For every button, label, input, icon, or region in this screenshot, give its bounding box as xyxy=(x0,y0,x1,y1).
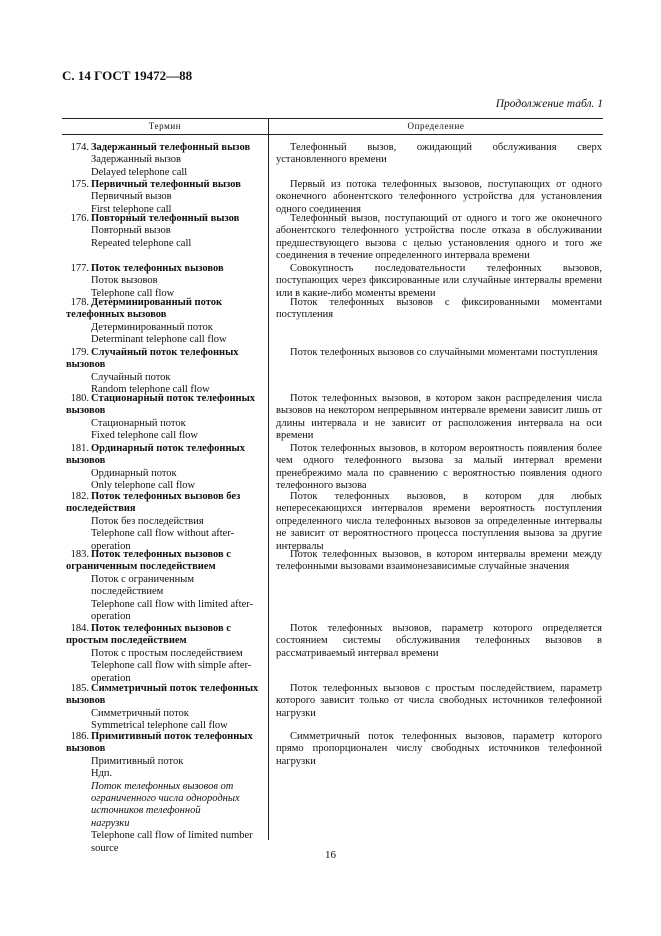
definition-182: Поток телефонных вызовов, в котором для любых непересекающихся интервалов времени вероятность поступления определенного числа телефонных вызовов за определенные интервалы не зависит от вероятностного процесса поступления вызова за другие интервалы xyxy=(276,491,602,552)
definition-181: Поток телефонных вызовов, в котором вероятность появления более чем одного телефонного вызова за малый интервал времени пренебрежимо мала по сравнению с вероятностью появления одного телефонного вызова xyxy=(276,443,602,492)
term-183: 183. Поток телефонных вызовов с ограниченным последействием Поток с ограниченным последействием Telephone call flow with limited after-operation xyxy=(66,549,254,623)
table-header-rule xyxy=(62,134,603,135)
deprecated-term: Ндп.Поток телефонных вызовов от ограниченного числа однородных источников телефонной нагрузки xyxy=(91,768,240,829)
definition-174: Телефонный вызов, ожидающий обслуживания сверх установленного времени xyxy=(276,142,602,166)
column-header-term: Термин xyxy=(148,121,182,131)
document-header: С. 14 ГОСТ 19472—88 xyxy=(62,68,193,83)
definition-176: Телефонный вызов, поступающий от одного и того же оконечного абонентского телефонного устройства после отказа в обслуживании предшествующего вызова с целью установления одного и того же соединения в течение определенного интервала времени xyxy=(276,213,602,262)
term-177: 177. Поток телефонных вызовов Поток вызовов Telephone call flow xyxy=(70,263,224,299)
table-continuation-label: Продолжение табл. 1 xyxy=(495,98,603,110)
term-185: 185. Симметричный поток телефонных вызовов Симметричный поток Symmetrical telephone call flow xyxy=(66,683,259,732)
page-number: 16 xyxy=(325,849,336,861)
term-182: 182. Поток телефонных вызовов без последействия Поток без последействия Telephone call flow without after-operation xyxy=(66,491,241,552)
term-176: 176. Повторный телефонный вызов Повторный вызов Repeated telephone call xyxy=(70,213,240,249)
term-175: 175. Первичный телефонный вызов Первичный вызов First telephone call xyxy=(70,179,241,215)
definition-184: Поток телефонных вызовов, параметр которого определяется состоянием системы обслуживания телефонных вызовов в рассматриваемый интервал времени xyxy=(276,623,602,659)
definition-177: Совокупность последовательности телефонных вызовов, поступающих через фиксированные или случайные интервалы времени или в какие-либо моменты времени xyxy=(276,263,602,299)
definition-175: Первый из потока телефонных вызовов, поступающих от одного оконечного абонентского телефонного устройства для установления одного соединения xyxy=(276,179,602,215)
term-180: 180. Стационарный поток телефонных вызовов Стационарный поток Fixed telephone call flow xyxy=(66,393,256,442)
definition-178: Поток телефонных вызовов с фиксированными моментами поступления xyxy=(276,297,602,321)
term-174: 174. Задержанный телефонный вызов Задержанный вызов Delayed telephone call xyxy=(70,142,251,178)
definition-180: Поток телефонных вызовов, в котором закон распределения числа вызовов на некотором непрерывном интервале времени зависит лишь от длины интервала и не зависит от расположения интервала на оси времени xyxy=(276,393,602,442)
term-184: 184. Поток телефонных вызовов с простым последействием Поток с простым последействием Telephone call flow with simple after-operation xyxy=(66,623,252,684)
term-178: 178. Детерминированный поток телефонных вызовов Детерминированный поток Determinant telephone call flow xyxy=(66,297,227,346)
definition-186: Симметричный поток телефонных вызовов, параметр которого прямо пропорционален числу свободных источников телефонной нагрузки xyxy=(276,731,602,767)
definition-179: Поток телефонных вызовов со случайными моментами поступления xyxy=(290,347,598,358)
term-186: 186. Примитивный поток телефонных вызовов Примитивный поток Ндп.Поток телефонных вызовов от ограниченного числа однородных источников телефонной нагрузки Telephone call flow of limited number source xyxy=(66,731,264,855)
table-top-rule xyxy=(62,118,603,119)
column-divider xyxy=(268,118,269,840)
definition-185: Поток телефонных вызовов с простым последействием, параметр которого зависит только от числа свободных источников телефонной нагрузки xyxy=(276,683,602,719)
definition-183: Поток телефонных вызовов, в котором интервалы времени между телефонными вызовами взаимонезависимые случайные значения xyxy=(276,549,602,573)
term-179: 179. Случайный поток телефонных вызовов Случайный поток Random telephone call flow xyxy=(66,347,239,396)
term-181: 181. Ординарный поток телефонных вызовов Ординарный поток Only telephone call flow xyxy=(66,443,245,492)
column-header-definition: Определение xyxy=(407,121,465,131)
